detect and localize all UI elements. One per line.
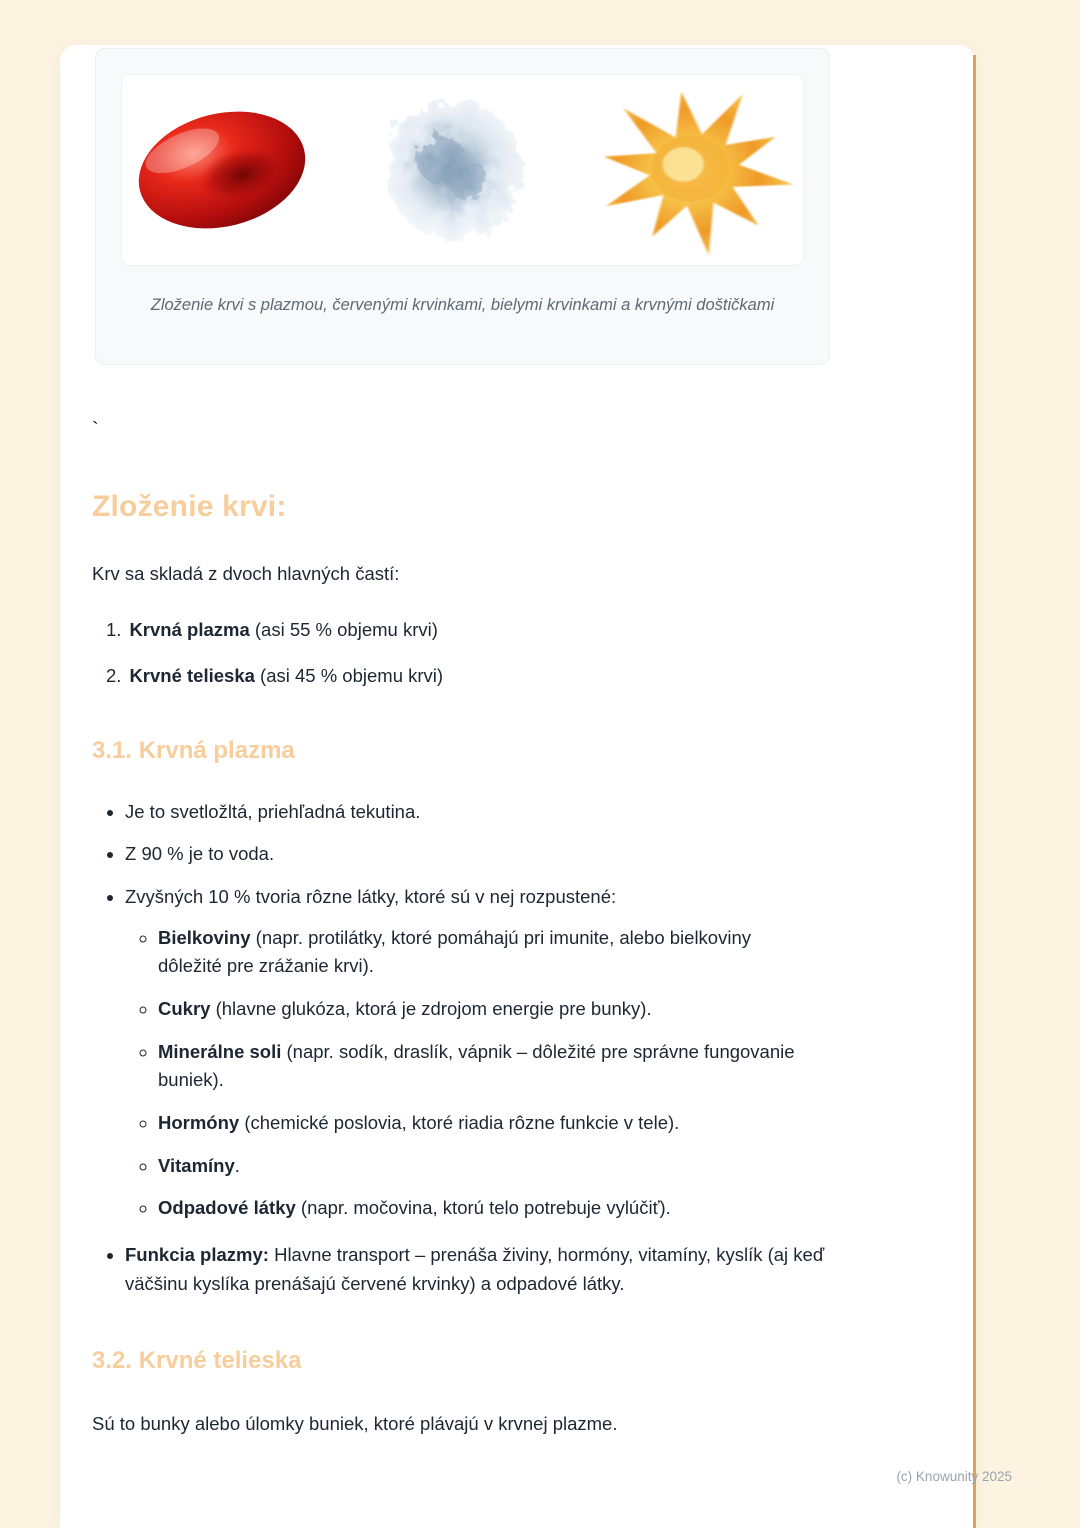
term-bold: Bielkoviny (158, 926, 251, 948)
bullet-text: Je to svetložltá, priehľadná tekutina. (125, 800, 421, 822)
blood-cells-image (122, 75, 803, 265)
bullet-item (125, 1241, 837, 1298)
bullet-item (125, 798, 855, 827)
term-detail: (napr. protilátky, ktoré pomáhajú pri imunite, alebo bielkoviny dôležité pre zrážanie krvi). (158, 926, 751, 977)
intro-paragraph: Krv sa skladá z dvoch hlavných častí: (92, 563, 400, 585)
sub-bullet-item (158, 924, 818, 981)
list-item-detail: (asi 45 % objemu krvi) (254, 664, 444, 686)
term-bold: Hormóny (158, 1111, 240, 1133)
document-content (60, 415, 855, 1438)
term-detail: (napr. sodík, draslík, vápnik – dôležité pre správne fungovanie buniek). (158, 1040, 795, 1091)
platelet-icon (592, 84, 797, 256)
list-item-term: Krvná plazma (129, 619, 250, 641)
document-card (60, 45, 975, 1528)
term-detail: (hlavne glukóza, ktorá je zdrojom energie pre bunky). (210, 997, 652, 1019)
list-item-detail: (asi 55 % objemu krvi) (249, 619, 438, 641)
term-bold: Cukry (158, 997, 211, 1019)
white-blood-cell-icon (361, 80, 547, 260)
body-paragraph: Sú to bunky alebo úlomky buniek, ktoré plávajú v krvnej plazme. (92, 1412, 618, 1434)
page-edge-line (973, 55, 976, 1528)
sub-bullet-item (158, 1109, 818, 1138)
section-heading: Zloženie krvi: (92, 489, 287, 523)
list-item-term: Krvné telieska (129, 664, 255, 686)
red-blood-cell-icon (128, 91, 316, 249)
sub-bullet-item (158, 1194, 818, 1223)
term-detail: (napr. močovina, ktorú telo potrebuje vylúčiť). (295, 1197, 671, 1219)
sub-bullet-list (125, 924, 855, 1223)
term-detail: Hlavne transport – prenáša živiny, hormóny, vitamíny, kyslík (aj keď väčšinu kyslíka prenášajú červené krvinky) a odpadové látky. (125, 1243, 825, 1294)
sub-bullet-item (158, 1038, 818, 1095)
list-item (106, 616, 855, 645)
figure-caption: Zloženie krvi s plazmou, červenými krvinkami, bielymi krvinkami a krvnými doštičkami (150, 296, 775, 314)
term-detail: . (234, 1154, 240, 1176)
term-bold: Funkcia plazmy: (125, 1243, 269, 1265)
term-bold: Vitamíny (158, 1154, 235, 1176)
sub-bullet-item (158, 1152, 818, 1181)
numbered-list (92, 616, 855, 690)
bullet-item (125, 840, 855, 869)
figure-panel (95, 48, 830, 365)
term-bold: Odpadové látky (158, 1197, 296, 1219)
list-item-number: 2. (106, 664, 122, 686)
list-item (106, 662, 855, 691)
subsection-title-31: 3.1. Krvná plazma (92, 737, 295, 765)
bullet-list (92, 798, 855, 1299)
subsection-title-32: 3.2. Krvné telieska (92, 1347, 302, 1375)
list-item-number: 1. (106, 619, 122, 641)
stray-backtick: ` (92, 418, 99, 441)
copyright-footer: (c) Knowunity 2025 (896, 1469, 1012, 1484)
bullet-item (125, 883, 855, 1223)
sub-bullet-item (158, 995, 818, 1024)
bullet-text: Zvyšných 10 % tvoria rôzne látky, ktoré sú v nej rozpustené: (125, 885, 617, 907)
term-bold: Minerálne soli (158, 1040, 282, 1062)
bullet-text: Z 90 % je to voda. (125, 843, 275, 865)
term-detail: (chemické poslovia, ktoré riadia rôzne funkcie v tele). (239, 1111, 680, 1133)
